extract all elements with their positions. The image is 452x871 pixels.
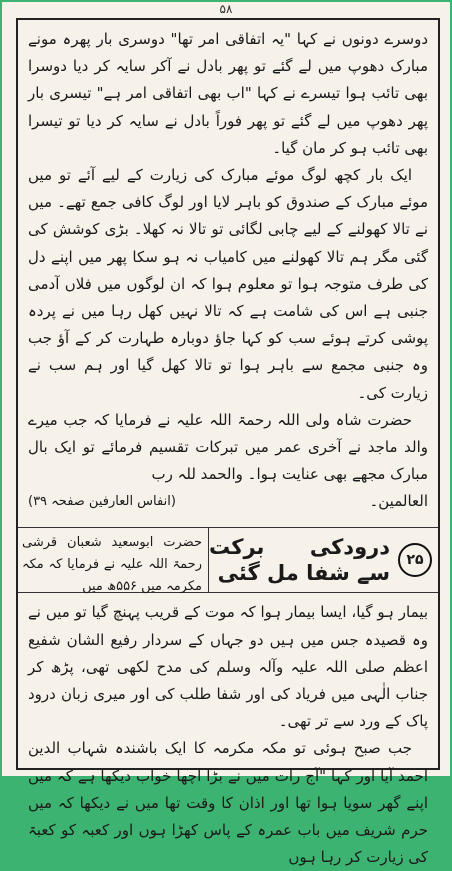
section-paragraph-1: بیمار ہو گیا، ایسا بیمار ہوا کہ موت کے قریب پہنچ گیا تو میں نے وہ قصیدہ جس میں ہیں دو جہاں کے سردار رفیع الشان شفیع اعظم صلی اللہ علیہ وآلہ وسلم کی مدح لکھی تھی، پڑھ کر جناب الٰہی میں فریاد کی اور شفا طلب کی اور میری زبان درود پاک کے ورد سے تر تھی۔ <box>28 603 428 731</box>
section-title-box <box>208 528 438 592</box>
section-attribution: حضرت ابوسعید شعبان قرشی رحمۃ اللہ علیہ نے فرمایا کہ مکہ مکرمہ میں ۵۵۶ھ میں <box>22 535 202 595</box>
paragraph-3: حضرت شاہ ولی اللہ رحمۃ اللہ علیہ نے فرمایا کہ جب میرے والد ماجد نے آخری عمر میں تبرکات تقسیم فرمائے تو ایک بال مبارک مجھے بھی عنایت ہوا۔ والحمد للہ رب <box>28 410 428 484</box>
paragraph-2: ایک بار کچھ لوگ موئے مبارک کی زیارت کے لیے آئے تو میں موئے مبارک کے صندوق کو باہر لایا اور لوگ کافی جمع تھے۔ میں نے تالا کھولنے کے لیے چابی لگائی تو تالا نہ کھلا۔ بڑی کوشش کی گئی مگر ہم تالا کھولنے میں کامیاب نہ ہو سکا پھر میں اپنے دل کی طرف متوجہ ہوا تو معلوم ہوا کہ ان لوگوں میں فلاں آدمی جنبی ہے اس کی شامت ہے کہ تالا نہیں کھل رہا میں نے پردہ پوشی کرتے ہوئے سب کو کہا جاؤ دوبارہ طہارت کر کے آؤ جب وہ جنبی مجمع سے باہر ہوا تو تالا کھل گیا اور ہم سب نے زیارت کی۔ <box>28 166 428 402</box>
paragraph-1: دوسرے دونوں نے کہا "یہ اتفاقی امر تھا" دوسری بار پھرہ مونے مبارک دھوپ میں لے گئے تو پھر بادل نے آکر سایہ کر دیا دوسرا بھی تائب ہوا تیسرے نے کہا "اب بھی اتفاقی امر ہے" تیسری بار پھر دھوپ میں لے گئے تو پھر فوراً بادل نے سایہ کر دیا تو تیسرا بھی تائب ہو کر مان گیا۔ <box>28 30 428 157</box>
section-header <box>18 527 438 593</box>
closing-line: العالمین۔ <box>369 492 428 511</box>
book-page <box>2 2 450 867</box>
page-number: ۵۸ <box>219 2 233 16</box>
section-paragraph-2: جب صبح ہوئی تو مکہ مکرمہ کا ایک باشندہ شہاب الدین احمد آیا اور کہا "آج رات میں نے بڑا اچھا خواب دیکھا ہے کہ میں اپنے گھر سویا ہوا تھا اور اذان کا وقت تھا میں نے دیکھا کہ میں حرم شریف میں باب عمرہ کے پاس کھڑا ہوں اور کعبہ کو کعبۃ کی زیارت کر رہا ہوں <box>28 739 428 867</box>
section-title: درودکی برکت سے شفا مل گئی <box>209 535 390 586</box>
section-number-badge: ۲۵ <box>398 543 432 577</box>
text-frame <box>16 18 440 867</box>
closing-row <box>28 488 428 515</box>
reference-note: (انفاس العارفین صفحہ ۳۹) <box>28 494 176 510</box>
